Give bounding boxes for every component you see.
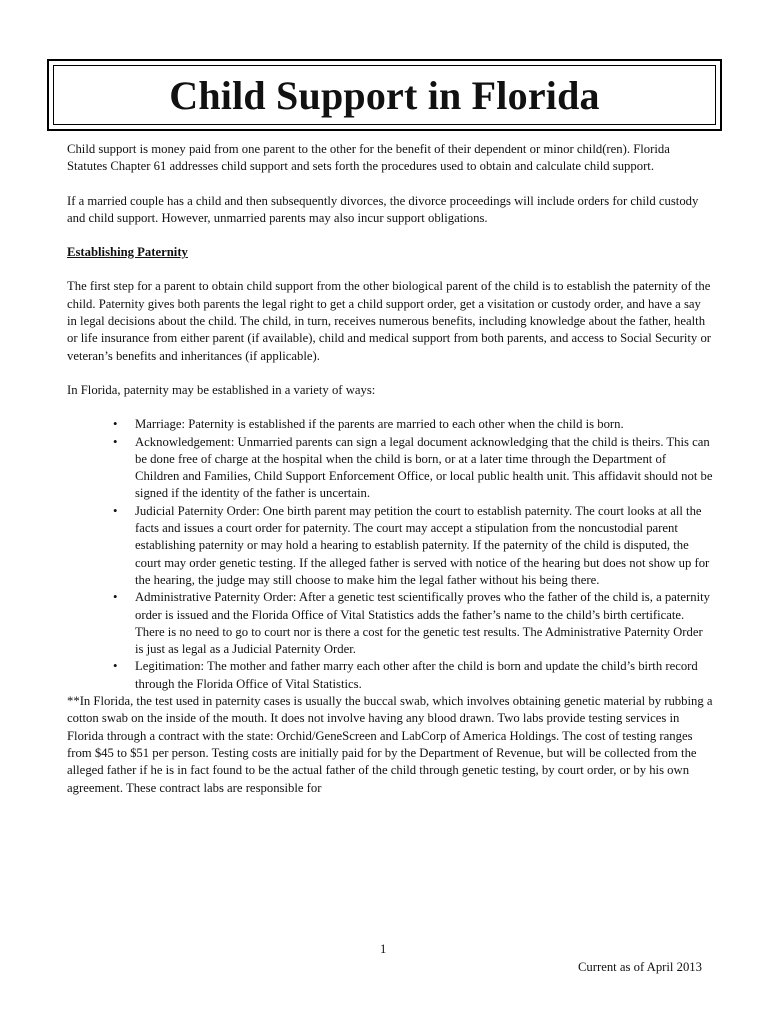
document-body	[67, 141, 713, 814]
bullet-icon: •	[113, 659, 118, 674]
list-item	[113, 434, 713, 503]
list-item-text: Legitimation: The mother and father marry each other after the child is born and update the child’s birth record through the Florida Office of Vital Statistics.	[135, 659, 698, 691]
page-title: Child Support in Florida	[169, 72, 600, 118]
list-item	[113, 589, 713, 658]
paragraph-first-step: The first step for a parent to obtain child support from the other biological parent of the child is to establish the paternity of the child. Paternity gives both parents the legal right to get a child support order, get a visitation or custody order, and have a say in legal decisions about the child. The child, in turn, receives numerous benefits, including knowledge about the father, health or life insurance from either parent (if available), child and medical support from both parents, and access to Social Security or veteran’s benefits and inheritances (if applicable).	[67, 279, 712, 363]
list-item-text: Marriage: Paternity is established if the parents are married to each other when the child is born.	[135, 417, 624, 432]
title-box-inner	[53, 65, 716, 125]
list-item	[113, 503, 713, 589]
bullet-icon: •	[113, 503, 118, 518]
bullet-icon: •	[113, 434, 118, 449]
list-item-text: Administrative Paternity Order: After a genetic test scientifically proves who the father of the child is, a paternity order is issued and the Florida Office of Vital Statistics adds the father’s name to the child’s birth certificate. There is no need to go to court nor is there a cost for the genetic test results. The Administrative Paternity Order is just as legal as a Judicial Paternity Order.	[135, 590, 710, 657]
paragraph-definition: Child support is money paid from one parent to the other for the benefit of their dependent or minor child(ren). Florida Statutes Chapter 61 addresses child support and sets forth the procedures used to obtain and calculate child support.	[67, 142, 670, 174]
bullet-icon: •	[113, 417, 118, 432]
list-item	[113, 416, 713, 433]
section-heading-paternity: Establishing Paternity	[67, 245, 188, 260]
list-item-text: Acknowledgement: Unmarried parents can sign a legal document acknowledging that the child is theirs. This can be done free of charge at the hospital when the child is born, or at a later time through the Department of Children and Families, Child Support Enforcement Office, or local public health unit. This affidavit should not be signed if the identity of the father is uncertain.	[135, 434, 713, 501]
paragraph-divorce: If a married couple has a child and then subsequently divorces, the divorce proceedings will include orders for child custody and child support. However, unmarried parents may also incur support obligations.	[67, 193, 699, 225]
bullet-icon: •	[113, 590, 118, 605]
current-as-of: Current as of April 2013	[577, 960, 702, 974]
page-number: 1	[380, 942, 387, 956]
paragraph-ways-intro: In Florida, paternity may be established in a variety of ways:	[67, 382, 376, 397]
buccal-swab-note: **In Florida, the test used in paternity cases is usually the buccal swab, which involves obtaining genetic material by rubbing a cotton swab on the inside of the mouth. It does not involve having any blood drawn. Two labs provide testing services in Florida through a contract with the state: Orchid/GeneScreen and LabCorp of America Holdings. The cost of testing ranges from $45 to $51 per person. Testing costs are initially paid for by the Department of Revenue, but will be collected from the alleged father if he is in fact found to be the actual father of the child through genetic testing, by court order, or by his own agreement. These contract labs are responsible for	[67, 694, 713, 795]
title-box	[47, 59, 722, 131]
paternity-ways-list	[67, 416, 713, 693]
list-item	[113, 658, 713, 693]
list-item-text: Judicial Paternity Order: One birth parent may petition the court to establish paternity. The court looks at all the facts and issues a court order for paternity. The court may accept a stipulation from the noncustodial parent establishing paternity or may hold a hearing to establish paternity. If the paternity of the child is disputed, the court may order genetic testing. If the alleged father is served with notice of the hearing but does not show up for the hearing, the judge may still choose to make him the legal father without his being there.	[135, 503, 710, 587]
